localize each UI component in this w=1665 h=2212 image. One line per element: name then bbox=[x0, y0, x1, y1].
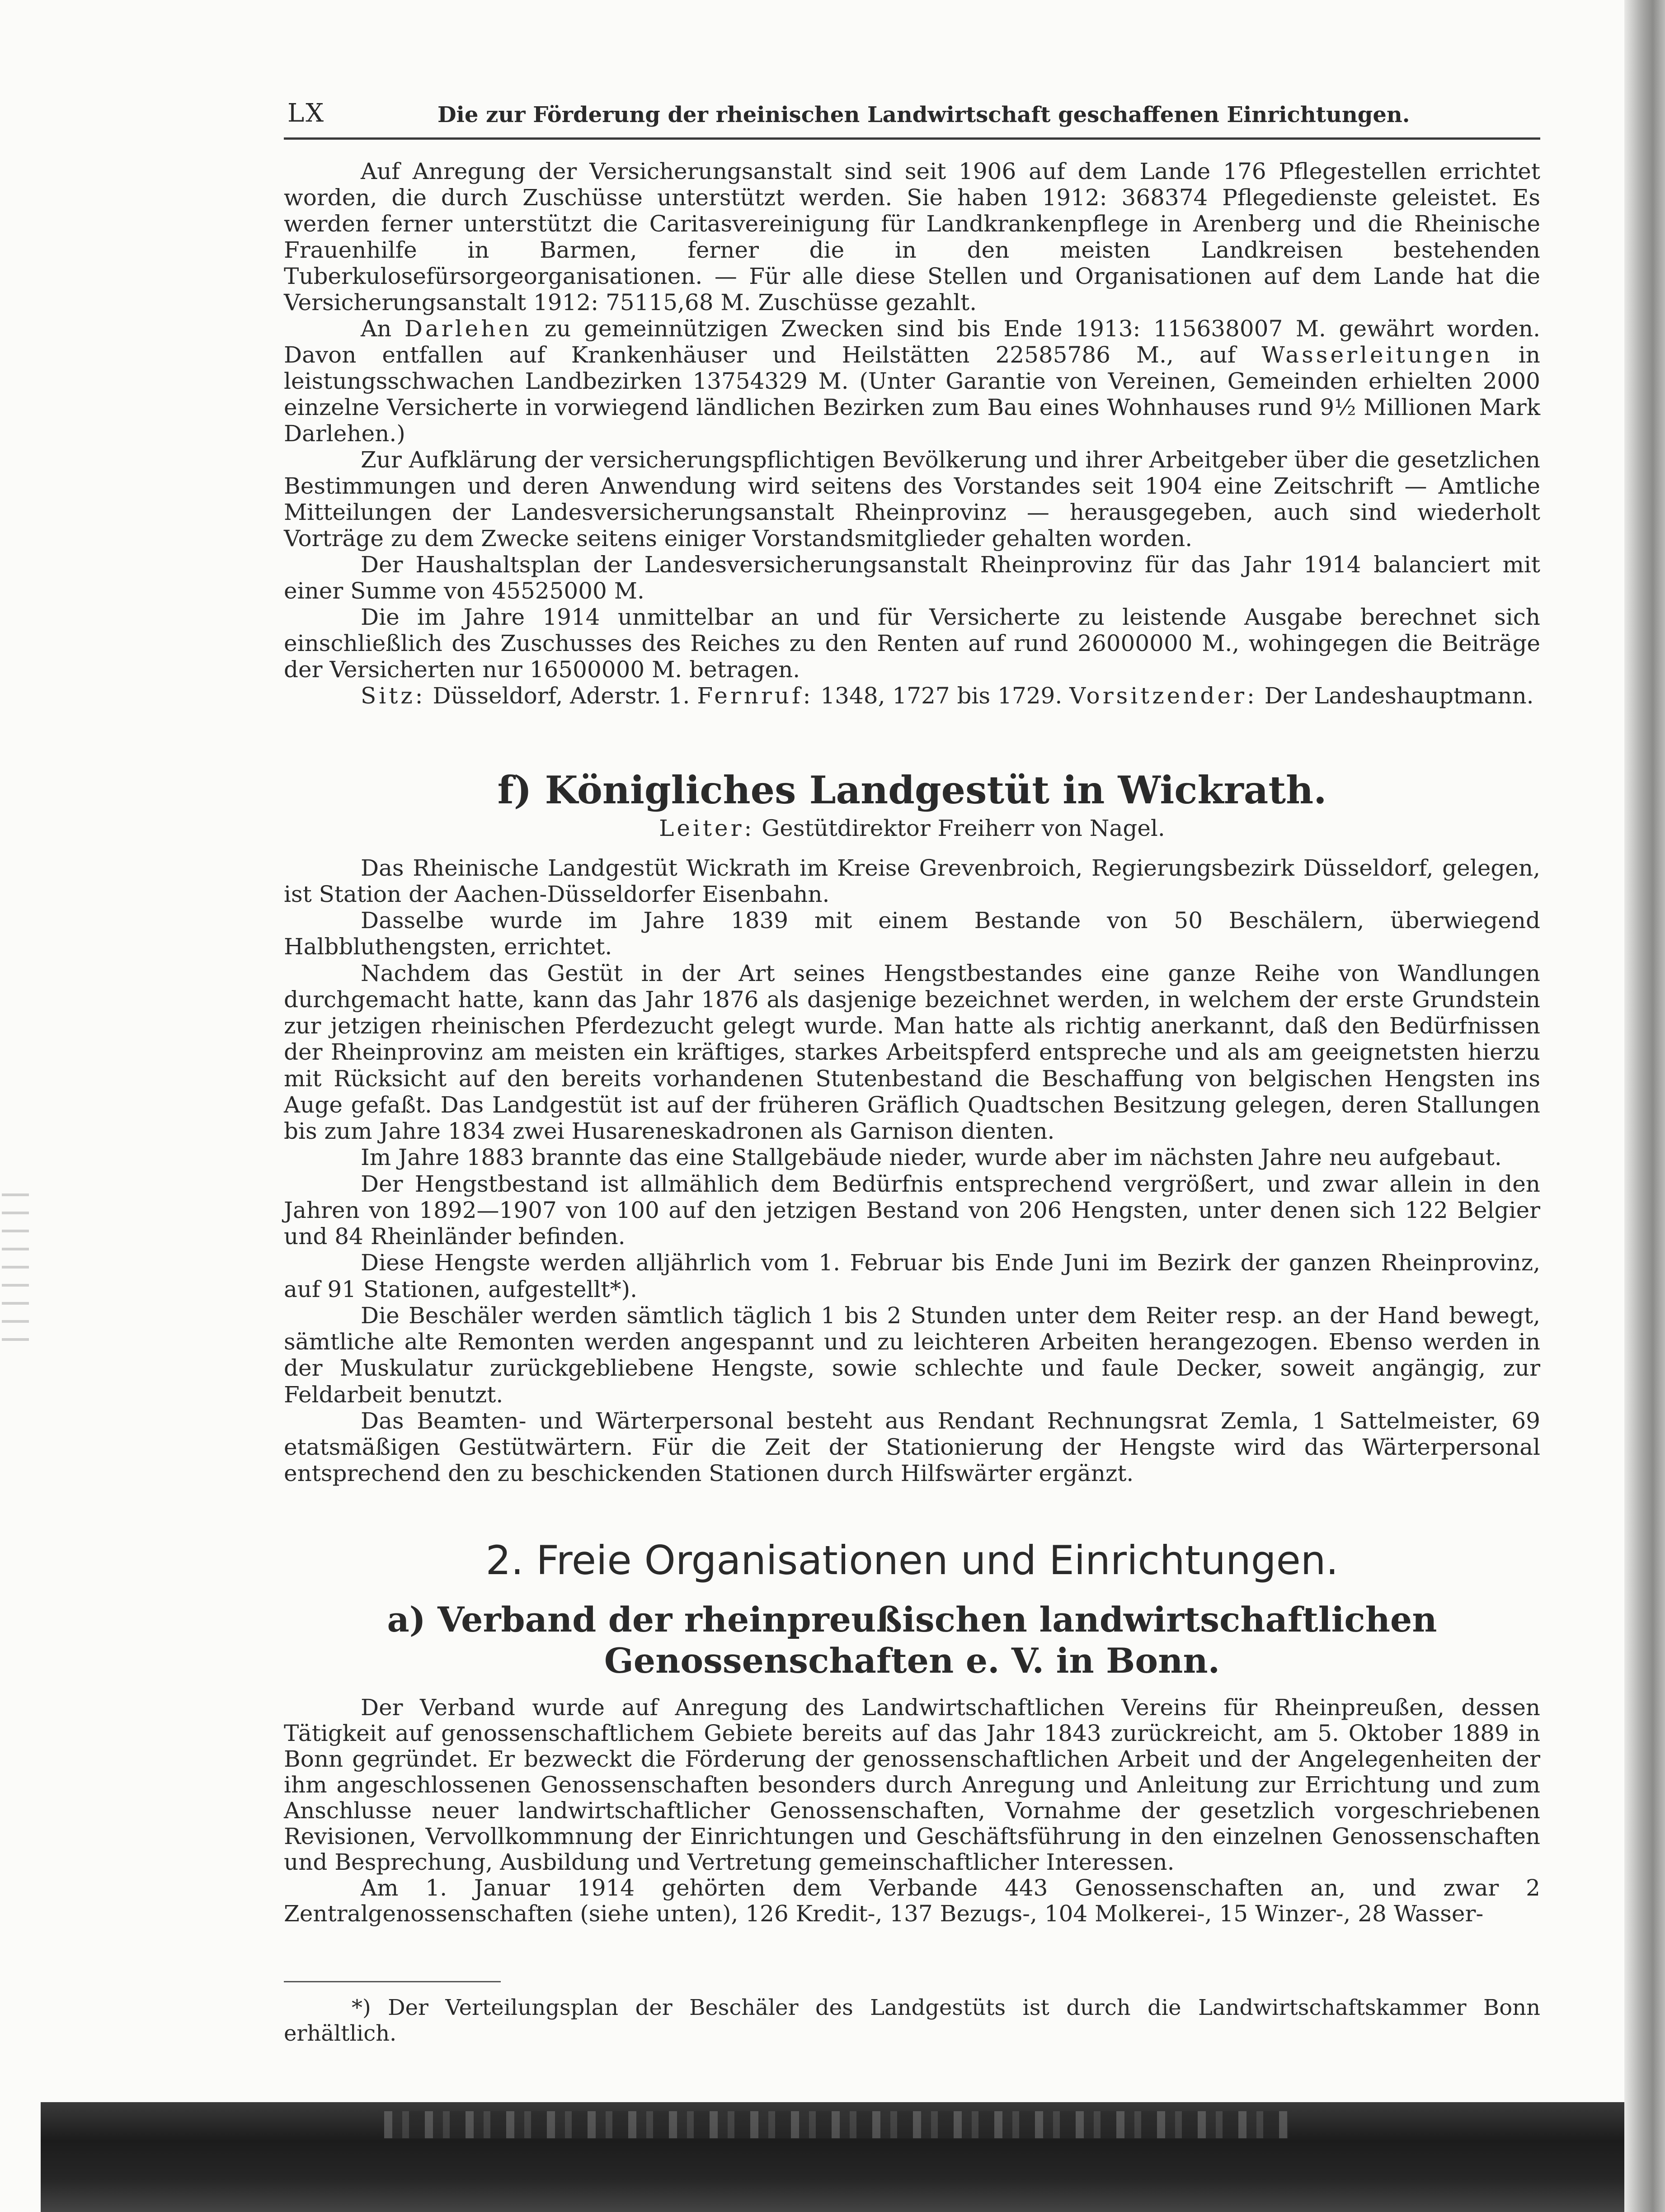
chapter-heading: 2. Freie Organisationen und Einrichtungen. bbox=[485, 1537, 1339, 1584]
paragraph-darlehen bbox=[284, 316, 1540, 447]
emphasis-wasserleitungen: Wasserleitungen bbox=[1261, 342, 1493, 368]
paragraph: Dasselbe wurde im Jahre 1839 mit einem Bestande von 50 Beschälern, überwiegend Halbbluthengsten, errichtet. bbox=[284, 907, 1540, 960]
contact-paragraph bbox=[284, 683, 1540, 709]
leiter-label: Leiter: bbox=[659, 815, 755, 841]
intro-text bbox=[284, 158, 1540, 709]
fernruf-label: Fernruf: bbox=[697, 683, 814, 709]
page-number: LX bbox=[287, 99, 325, 128]
paragraph: Der Haushaltsplan der Landesversicherungsanstalt Rheinprovinz für das Jahr 1914 balanciert mit einer Summe von 45525000 M. bbox=[284, 552, 1540, 604]
section-body bbox=[284, 855, 1540, 1487]
paragraph: Nachdem das Gestüt in der Art seines Hengstbestandes eine ganze Reihe von Wandlungen durchgemacht hatte, kann das Jahr 1876 als dasjenige bezeichnet werden, in welchem der erste Grundstein zur jetzigen rheinischen Pferdezucht gelegt wurde. Man hatte als richtig anerkannt, daß den Bedürfnissen der Rheinprovinz am meisten ein kräftiges, starkes Arbeitspferd entspreche und als am geeignetsten hierzu mit Rücksicht auf den bereits vorhandenen Stutenbestand die Beschaffung von belgischen Hengsten ins Auge gefaßt. Das Landgestüt ist auf der früheren Gräflich Quadtschen Besitzung gelegen, deren Stallungen bis zum Jahre 1834 zwei Husareneskadronen als Garnison dienten. bbox=[284, 960, 1540, 1145]
sitz-label: Sitz: bbox=[361, 683, 426, 709]
paragraph: Die im Jahre 1914 unmittelbar an und für Versicherte zu leistende Ausgabe berechnet sich einschließlich des Zuschusses des Reiches zu den Renten auf rund 26000000 M., wohingegen die Beiträge der Versicherten nur 16500000 M. betragen. bbox=[284, 604, 1540, 683]
text-run: in leistungsschwachen Landbezirken 13754329 M. (Unter Garantie von Vereinen, Gemeinden erhielten 2000 einzelne Versicherte in vorwiegend ländlichen Bezirken zum Bau eines Wohnhauses rund 9½ Millionen Mark Darlehen.) bbox=[284, 342, 1540, 447]
footnote: *) Der Verteilungsplan der Beschäler des Landgestüts ist durch die Landwirtschaftskammer Bonn erhältlich. bbox=[284, 1995, 1540, 2046]
paragraph: Am 1. Januar 1914 gehörten dem Verbande 443 Genossenschaften an, und zwar 2 Zentralgenossenschaften (siehe unten), 126 Kredit-, 137 Bezugs-, 104 Molkerei-, 15 Winzer-, 28 Wasser- bbox=[284, 1875, 1540, 1927]
paragraph: Auf Anregung der Versicherungsanstalt sind seit 1906 auf dem Lande 176 Pflegestellen errichtet worden, die durch Zuschüsse unterstützt werden. Sie haben 1912: 368374 Pflegedienste geleistet. Es werden ferner unterstützt die Caritasvereinigung für Landkrankenpflege in Arenberg und die Rheinische Frauenhilfe in Barmen, ferner die in den meisten Landkreisen bestehenden Tuberkulosefürsorgeorganisationen. — Für alle diese Stellen und Organisationen auf dem Lande hat die Versicherungsanstalt 1912: 75115,68 M. Zuschüsse gezahlt. bbox=[284, 158, 1540, 316]
fernruf-value: 1348, 1727 bis 1729. bbox=[820, 683, 1063, 709]
vorsitzender-label: Vorsitzender: bbox=[1069, 683, 1257, 709]
section-heading: f) Königliches Landgestüt in Wickrath. bbox=[497, 768, 1327, 812]
footnote-area bbox=[284, 1981, 1540, 2068]
paragraph: Der Hengstbestand ist allmählich dem Bedürfnis entsprechend vergrößert, und zwar allein in den Jahren von 1892—1907 von 100 auf den jetzigen Bestand von 206 Hengsten, unter denen sich 122 Belgier und 84 Rheinländer befinden. bbox=[284, 1170, 1540, 1250]
text-run: An bbox=[361, 316, 392, 342]
section-landgestuet bbox=[284, 769, 1540, 1487]
vorsitzender-value: Der Landeshauptmann. bbox=[1264, 683, 1534, 709]
paragraph: Die Beschäler werden sämtlich täglich 1 bis 2 Stunden unter dem Reiter resp. an der Hand bewegt, sämtliche alte Remonten werden angespannt und zu leichteren Arbeiten herangezogen. Ebenso werden in der Muskulatur zurückgebliebene Hengste, sowie schlechte und faule Decker, soweit angängig, zur Feldarbeit benutzt. bbox=[284, 1302, 1540, 1408]
paragraph: Im Jahre 1883 brannte das eine Stallgebäude nieder, wurde aber im nächsten Jahre neu aufgebaut. bbox=[361, 1144, 1502, 1171]
emphasis-darlehen: Darlehen bbox=[404, 316, 532, 342]
paragraph: Diese Hengste werden alljährlich vom 1. Februar bis Ende Juni im Bezirk der ganzen Rheinprovinz, auf 91 Stationen, aufgestellt*). bbox=[284, 1250, 1540, 1302]
running-header bbox=[284, 96, 1540, 140]
paragraph: Der Verband wurde auf Anregung des Landwirtschaftlichen Vereins für Rheinpreußen, dessen Tätigkeit auf genossenschaftlichem Gebiete bereits auf das Jahr 1843 zurückreicht, am 5. Oktober 1889 in Bonn gegründet. Er bezweckt die Förderung der genossenschaftlichen Arbeit und der Angelegenheiten der ihm angeschlossenen Genossenschaften besonders durch Anregung und Anleitung zur Errichtung und zum Anschlusse neuer landwirtschaftlicher Genossenschaften, Vornahme der gesetzlich vorgeschriebenen Revisionen, Vervollkommnung der Einrichtungen und Geschäftsführung in den einzelnen Genossenschaften und Besprechung, Ausbildung und Vertretung gemeinschaftlicher Interessen. bbox=[284, 1694, 1540, 1876]
section-freie-organisationen bbox=[284, 1537, 1540, 1927]
text-run: zu gemeinnützigen Zwecken sind bis Ende 1913: 115638007 M. gewährt worden. Davon entfallen auf Krankenhäuser und Heilstätten 22585786 M., auf bbox=[284, 316, 1540, 368]
paragraph: Zur Aufklärung der versicherungspflichtigen Bevölkerung und ihrer Arbeitgeber über die gesetzlichen Bestimmungen und deren Anwendung wird seitens des Vorstandes seit 1904 eine Zeitschrift — Amtliche Mitteilungen der Landesversicherungsanstalt Rheinprovinz — herausgegeben, auch sind wiederholt Vorträge zu dem Zwecke seitens einiger Vorstandsmitglieder gehalten worden. bbox=[284, 447, 1540, 552]
scan-speckle bbox=[2, 1193, 29, 1347]
leiter-value: Gestütdirektor Freiherr von Nagel. bbox=[762, 815, 1165, 841]
leiter-line bbox=[284, 815, 1540, 841]
sitz-value: Düsseldorf, Aderstr. 1. bbox=[433, 683, 690, 709]
scan-artifact bbox=[384, 2111, 1288, 2138]
scan-bottom-shadow bbox=[41, 2102, 1624, 2212]
running-title: Die zur Förderung der rheinischen Landwirtschaft geschaffenen Einrichtungen. bbox=[437, 102, 1410, 127]
paragraph: Das Beamten- und Wärterpersonal besteht aus Rendant Rechnungsrat Zemla, 1 Sattelmeister, 69 etatsmäßigen Gestütwärtern. Für die Zeit der Stationierung der Hengste wird das Wärterpersonal entsprechend den zu beschickenden Stationen durch Hilfswärter ergänzt. bbox=[284, 1407, 1540, 1487]
scan-edge-shadow bbox=[1624, 0, 1665, 2212]
footnote-divider bbox=[284, 1981, 501, 1982]
paragraph: Das Rheinische Landgestüt Wickrath im Kreise Grevenbroich, Regierungsbezirk Düsseldorf, gelegen, ist Station der Aachen-Düsseldorfer Eisenbahn. bbox=[284, 854, 1540, 907]
section-heading: a) Verband der rheinpreußischen landwirtschaftlichen Genossenschaften e. V. in Bonn. bbox=[387, 1599, 1437, 1681]
section-body bbox=[284, 1695, 1540, 1927]
